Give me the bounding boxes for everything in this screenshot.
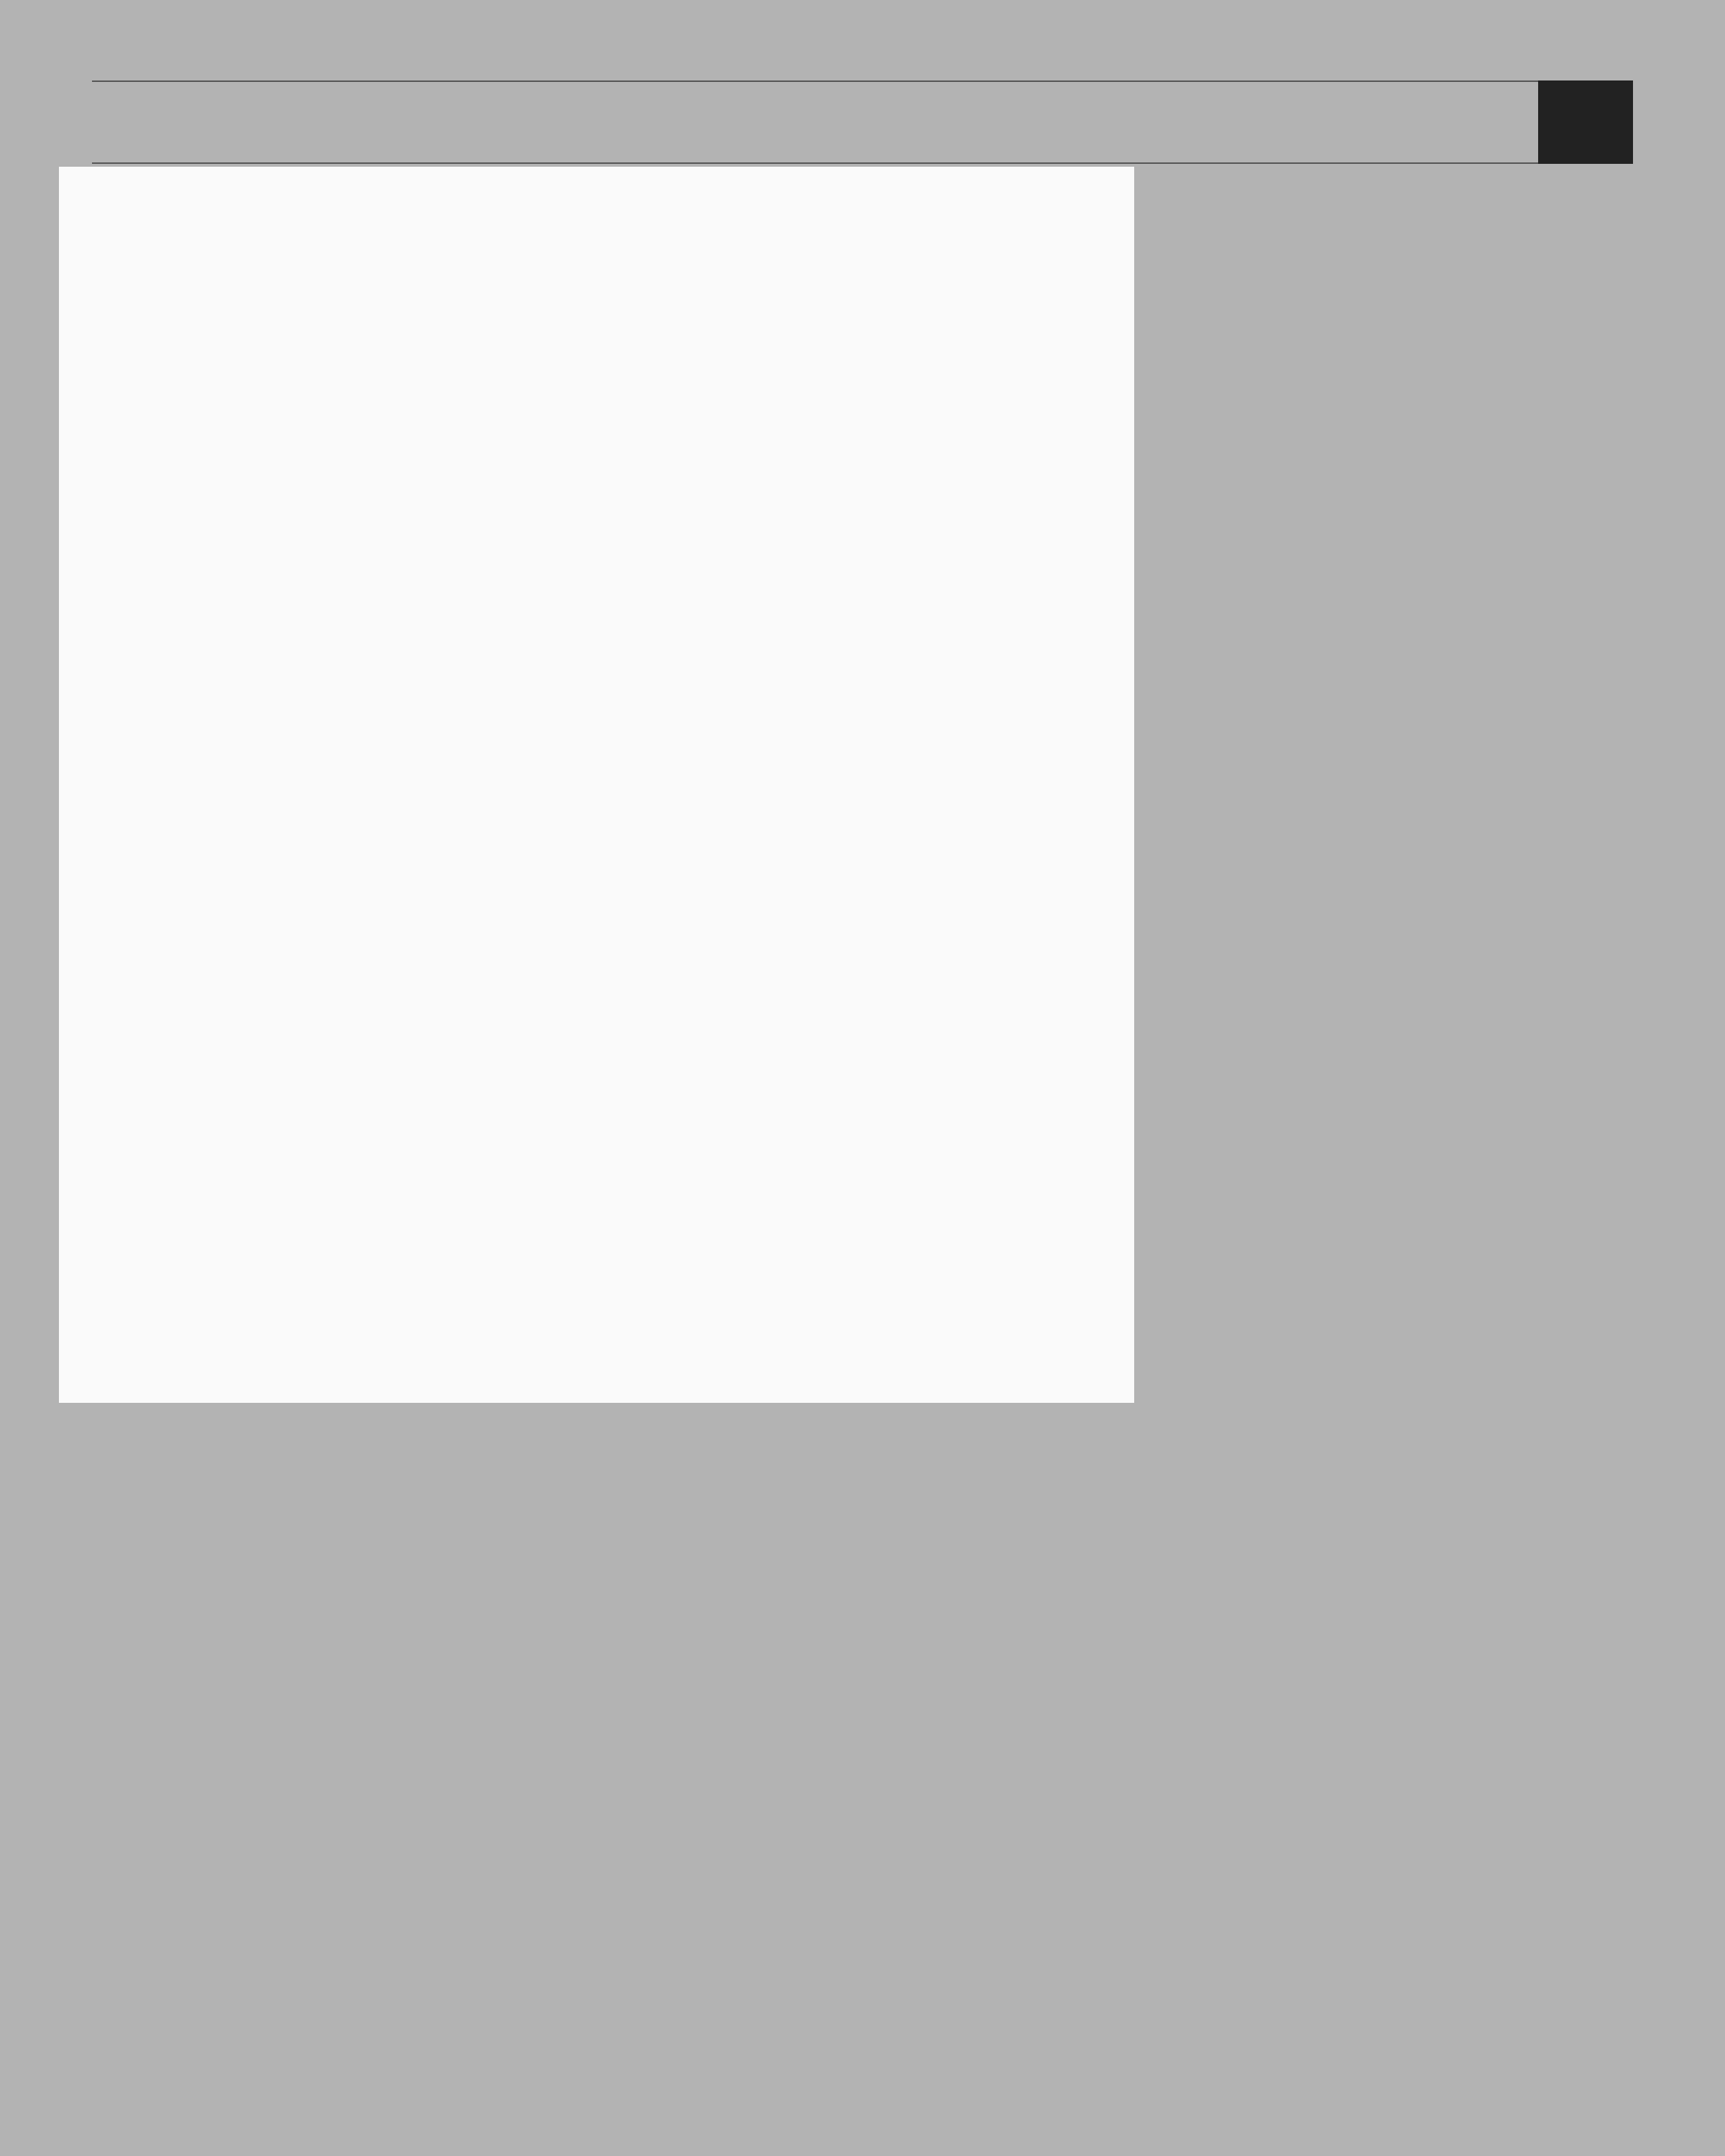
top-rule bbox=[92, 80, 1538, 82]
page-number bbox=[1538, 80, 1633, 164]
byline bbox=[92, 627, 380, 648]
main-article bbox=[59, 167, 1134, 1403]
main-col-1 bbox=[93, 707, 364, 1383]
header-rule bbox=[92, 162, 1538, 164]
